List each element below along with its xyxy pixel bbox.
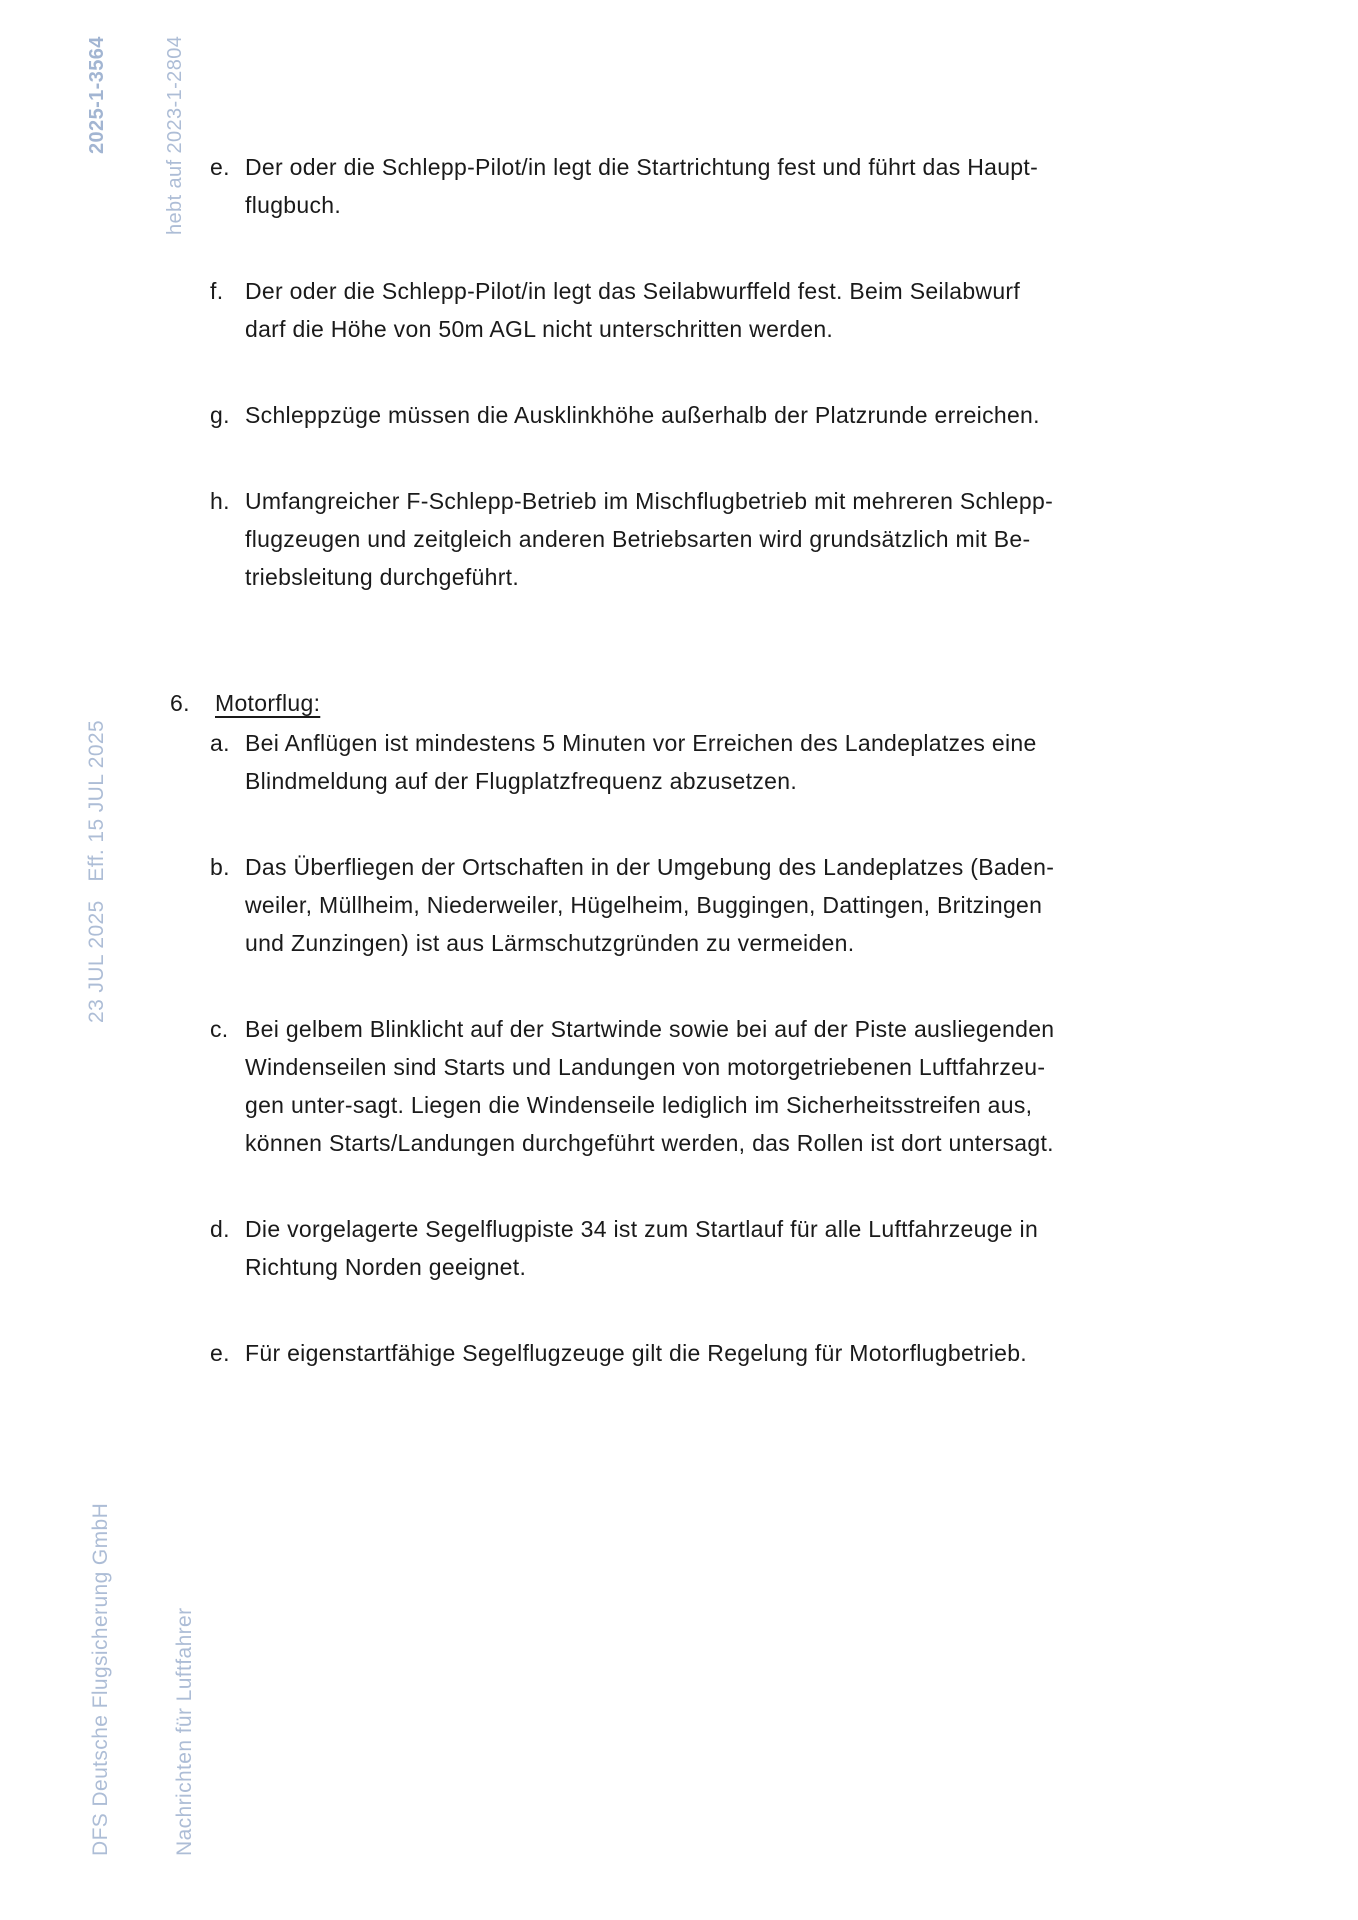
section-heading: [170, 684, 1250, 722]
item-text: [245, 1010, 1250, 1162]
text-line: flugzeugen und zeitgleich anderen Betriebsarten wird grundsätzlich mit Be-: [245, 526, 1031, 552]
list-item: [210, 482, 1250, 596]
text-line: Blindmeldung auf der Flugplatzfrequenz abzusetzen.: [245, 768, 798, 794]
item-text: [245, 272, 1250, 348]
list-item: [210, 272, 1250, 348]
text-line: Für eigenstartfähige Segelflugzeuge gilt die Regelung für Motorflugbetrieb.: [245, 1340, 1027, 1366]
text-line: flugbuch.: [245, 192, 342, 218]
lettered-list-motorflug: [210, 724, 1250, 1372]
item-text: [245, 724, 1250, 800]
publication-series: Nachrichten für Luftfahrer: [173, 1607, 196, 1856]
item-text: [245, 848, 1250, 962]
lettered-list-continued: [210, 148, 1250, 596]
text-line: weiler, Müllheim, Niederweiler, Hügelheim, Buggingen, Dattingen, Britzingen: [245, 892, 1043, 918]
text-line: Umfangreicher F-Schlepp-Betrieb im Mischflugbetrieb mit mehreren Schlepp-: [245, 488, 1054, 514]
list-item: [210, 724, 1250, 800]
item-label: c.: [210, 1016, 229, 1042]
margin-note-publisher: [31, 1494, 255, 1856]
text-line: Der oder die Schlepp-Pilot/in legt das Seilabwurffeld fest. Beim Seilabwurf: [245, 278, 1021, 304]
item-text: [245, 1210, 1250, 1286]
item-text: [245, 148, 1250, 224]
item-label: a.: [210, 730, 230, 756]
item-label: f.: [210, 278, 224, 304]
text-line: Richtung Norden geeignet.: [245, 1254, 527, 1280]
item-label: g.: [210, 402, 230, 428]
text-line: Bei Anflügen ist mindestens 5 Minuten vor Erreichen des Landeplatzes eine: [245, 730, 1037, 756]
item-text: [245, 396, 1250, 434]
list-item: [210, 1210, 1250, 1286]
text-line: Die vorgelagerte Segelflugpiste 34 ist zum Startlauf für alle Luftfahrzeuge in: [245, 1216, 1039, 1242]
text-line: können Starts/Landungen durchgeführt werden, das Rollen ist dort untersagt.: [245, 1130, 1054, 1156]
supersedes-note: hebt auf 2023-1-2804: [164, 36, 186, 236]
publisher-name: DFS Deutsche Flugsicherung GmbH: [89, 1502, 112, 1856]
document-body: [170, 148, 1250, 1420]
text-line: gen unter-sagt. Liegen die Windenseile lediglich im Sicherheitsstreifen aus,: [245, 1092, 1033, 1118]
text-line: Schleppzüge müssen die Ausklinkhöhe außerhalb der Platzrunde erreichen.: [245, 402, 1040, 428]
item-label: b.: [210, 854, 230, 880]
date-line: 23 JUL 2025 Eff. 15 JUL 2025: [85, 720, 108, 1024]
list-item: [210, 1334, 1250, 1372]
text-line: Bei gelbem Blinklicht auf der Startwinde sowie bei auf der Piste ausliegenden: [245, 1016, 1055, 1042]
item-text: [245, 482, 1250, 596]
section-number: 6.: [170, 690, 190, 716]
item-label: e.: [210, 1340, 230, 1366]
item-label: e.: [210, 154, 230, 180]
list-item: [210, 396, 1250, 434]
publication-number: 2025-1-3564: [86, 36, 108, 154]
section-motorflug: [170, 684, 1250, 1372]
text-line: triebsleitung durchgeführt.: [245, 564, 520, 590]
list-item: [210, 148, 1250, 224]
item-text: [245, 1334, 1250, 1372]
list-item: [210, 1010, 1250, 1162]
item-label: h.: [210, 488, 230, 514]
text-line: Der oder die Schlepp-Pilot/in legt die Startrichtung fest und führt das Haupt-: [245, 154, 1039, 180]
list-item: [210, 848, 1250, 962]
text-line: Das Überfliegen der Ortschaften in der Umgebung des Landeplatzes (Baden-: [245, 854, 1055, 880]
text-line: Windenseilen sind Starts und Landungen von motorgetriebenen Luftfahrzeu-: [245, 1054, 1046, 1080]
text-line: und Zunzingen) ist aus Lärmschutzgründen zu vermeiden.: [245, 930, 855, 956]
section-title: Motorflug:: [215, 690, 321, 716]
item-label: d.: [210, 1216, 230, 1242]
margin-note-dates: [32, 720, 162, 1112]
text-line: darf die Höhe von 50m AGL nicht unterschritten werden.: [245, 316, 834, 342]
